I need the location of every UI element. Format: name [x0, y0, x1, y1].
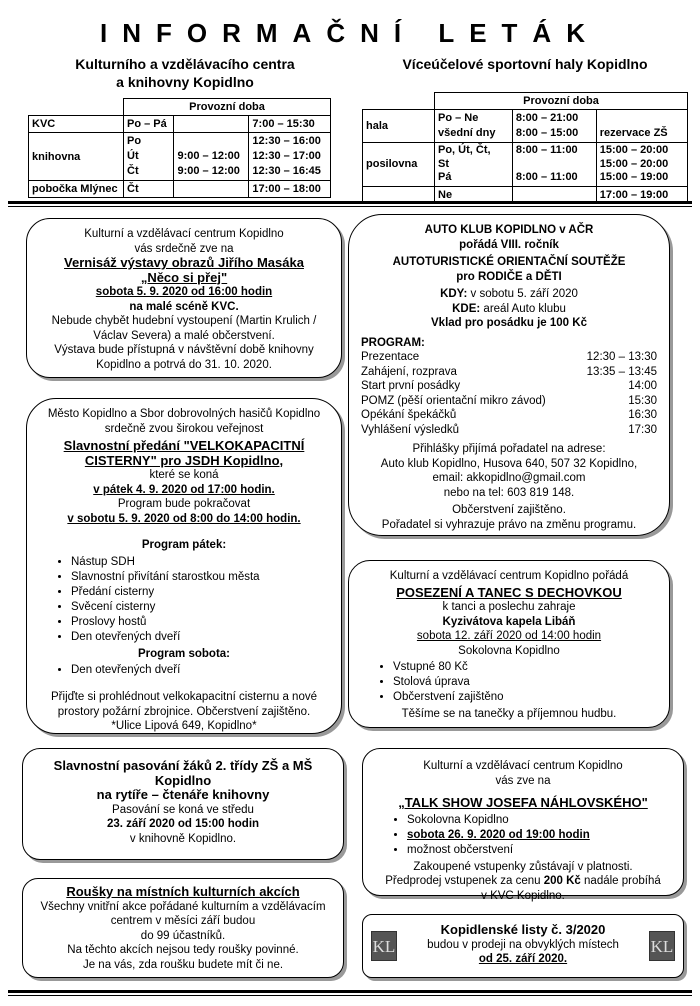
- event-title: Slavnostní předání "VELKOKAPACITNÍ: [63, 438, 305, 453]
- text-line: vás srdečně zve na: [134, 242, 234, 255]
- text-line: vás zve na: [495, 774, 551, 787]
- event-title: „TALK SHOW JOSEFA NÁHLOVSKÉHO": [398, 795, 648, 810]
- program-row: [355, 350, 663, 365]
- text-line: Všechny vnitřní akce pořádané kulturním a vzdělávacím: [40, 900, 326, 913]
- left-header-line: a knihovny Kopidlno: [116, 74, 254, 90]
- text-line: nebo na tel: 603 819 148.: [443, 486, 575, 499]
- row-label: pobočka Mlýnec: [29, 181, 124, 198]
- text-line: budou v prodeji na obvyklých místech: [427, 938, 619, 951]
- text-line: email: akkopidlno@gmail.com: [432, 472, 586, 484]
- text-line: k tanci a poslechu zahraje: [442, 601, 576, 613]
- text-line: Zakoupené vstupenky zůstávají v platnosti.: [413, 860, 633, 873]
- time-cell: 7:00 – 15:30: [249, 116, 331, 133]
- program-row: [355, 408, 663, 423]
- text-line: pořádá VIII. ročník: [459, 238, 559, 251]
- kde-value: areál Auto klubu: [483, 302, 566, 315]
- text-line: Je na vás, zda roušku budete mít či ne.: [82, 958, 284, 971]
- row-label: KVC: [29, 116, 124, 133]
- text-line: centrem v měsíci září budou: [110, 915, 256, 927]
- time-cell: 12:30 – 16:45: [252, 165, 321, 177]
- list-item: • možnost občerstvení: [407, 843, 677, 858]
- kl-logo-right: KL: [649, 931, 675, 961]
- program-label: PROGRAM:: [361, 336, 425, 349]
- event-title: Slavnostní pasování žáků 2. třídy ZŠ a MŠ: [53, 758, 313, 773]
- event-date: od 25. září 2020.: [478, 953, 568, 965]
- day-cell: Út: [127, 150, 139, 162]
- price: 200 Kč: [543, 875, 581, 887]
- event-date: 23. září 2020 od 15:00 hodin: [106, 818, 260, 830]
- kdy-value: v sobotu 5. září 2020: [470, 288, 578, 300]
- table-heading: Provozní doba: [124, 99, 331, 116]
- event-title: AUTOTURISTICKÉ ORIENTAČNÍ SOUTĚŽE: [392, 256, 626, 268]
- time-cell: 9:00 – 12:00: [177, 165, 240, 177]
- program-row: [355, 394, 663, 409]
- list-item: • Svěcení cisterny: [71, 600, 335, 615]
- note-cell: rezervace ZŠ: [599, 127, 668, 139]
- text-line: Auto klub Kopidlno, Husova 640, 507 32 Kopidlno,: [380, 457, 638, 470]
- divider-top: [8, 201, 692, 204]
- day-cell: Čt: [127, 165, 139, 177]
- event-subtitle: pro RODIČE a DĚTI: [456, 270, 562, 283]
- list-item: • Nástup SDH: [71, 555, 335, 570]
- vernisaz-box: [26, 218, 342, 378]
- text-line: Kopidlno a potrvá do 31. 10. 2020.: [96, 358, 272, 371]
- text-part: nadále probíhá: [580, 875, 661, 887]
- list-item: • Proslovy hostů: [71, 615, 335, 630]
- time-cell: 8:00 – 11:00: [515, 171, 578, 183]
- right-header: Víceúčelové sportovní haly Kopidlno: [402, 56, 648, 72]
- kde-label: KDE:: [452, 302, 481, 315]
- event-place: na malé scéně KVC.: [129, 300, 239, 313]
- rousky-box: [22, 878, 344, 978]
- row-label: hala: [363, 110, 435, 143]
- text-line: Na těchto akcích nejsou tedy roušky povinné.: [67, 944, 299, 956]
- day-cell: Po: [127, 135, 142, 147]
- day-cell: Po – Ne: [438, 112, 479, 124]
- event-subtitle: „Něco si přej": [140, 269, 228, 285]
- time-cell: 9:00 – 12:00: [177, 150, 240, 162]
- event-date: sobota 12. září 2020 od 14:00 hodin: [416, 630, 602, 642]
- program-time: 17:30: [628, 423, 657, 436]
- program-list: [355, 350, 663, 437]
- time-cell: 15:00 – 19:00: [599, 171, 669, 183]
- day-cell: všední dny: [438, 127, 496, 139]
- kl-logo-left: KL: [371, 931, 397, 961]
- info-list: [355, 660, 663, 705]
- dechovka-box: [348, 560, 670, 728]
- text-line: Občerstvení zajištěno.: [452, 504, 566, 516]
- time-cell: 12:30 – 16:00: [252, 135, 321, 147]
- program-time: 15:30: [628, 394, 657, 407]
- program-label: Program pátek:: [141, 539, 227, 551]
- text-line: v KVC Kopidlno.: [481, 889, 565, 902]
- text-line: Kulturní a vzdělávací centrum Kopidlno: [84, 228, 284, 240]
- program-item: Opékání špekáčků: [361, 409, 457, 421]
- left-header: [40, 55, 330, 91]
- text-line: srdečně zvou širokou veřejnost: [104, 422, 264, 435]
- event-title: Kopidlno: [154, 772, 212, 788]
- day-cell: Po – Pá: [124, 116, 174, 133]
- time-cell: 8:00 – 21:00: [515, 112, 579, 124]
- text-line: Kulturní a vzdělávací centrum Kopidlno: [423, 760, 623, 772]
- time-cell: 15:00 – 20:00: [599, 144, 669, 156]
- program-time: 12:30 – 13:30: [586, 351, 657, 363]
- day-cell: St: [438, 157, 449, 170]
- list-item: • Sokolovna Kopidlno: [407, 813, 677, 828]
- time-cell: 15:00 – 20:00: [599, 157, 669, 170]
- time-cell: 8:00 – 15:00: [515, 127, 579, 139]
- table-heading: Provozní doba: [435, 93, 688, 110]
- band-name: Kyzivátova kapela Libáň: [442, 615, 576, 628]
- event-subtitle: na rytíře – čtenáře knihovny: [96, 787, 270, 802]
- program-item: Start první posádky: [361, 380, 461, 392]
- presale-line: [369, 874, 677, 889]
- cisterna-box: [26, 398, 342, 734]
- time-cell: 12:30 – 17:00: [252, 150, 321, 162]
- text-line: do 99 účastníků.: [140, 929, 226, 942]
- event-date: v pátek 4. 9. 2020 od 17:00 hodin.: [93, 483, 275, 496]
- program-time: 13:35 – 13:45: [586, 365, 657, 378]
- list-item: • Předání cisterny: [71, 585, 335, 600]
- list-item: • sobota 26. 9. 2020 od 19:00 hodin: [407, 828, 677, 843]
- divider-bottom-thin: [8, 995, 692, 996]
- list-item: • Den otevřených dveří: [71, 663, 335, 678]
- program-list: [33, 555, 335, 645]
- text-line: *Ulice Lipová 649, Kopidlno*: [111, 720, 257, 732]
- text-line: Město Kopidlno a Sbor dobrovolných hasičů Kopidlno: [47, 408, 321, 420]
- text-line: Václav Severa) a malé občerstvení.: [93, 329, 275, 342]
- left-hours-table: [28, 98, 331, 198]
- autoklub-box: [348, 214, 670, 536]
- row-label: knihovna: [29, 133, 124, 181]
- event-place: Sokolovna Kopidlno: [458, 644, 560, 657]
- info-list: [369, 813, 677, 858]
- program-time: 16:30: [628, 409, 657, 421]
- list-item: • Občerstvení zajištěno: [393, 690, 663, 705]
- event-date: v sobotu 5. 9. 2020 od 8:00 do 14:00 hodin.: [67, 512, 301, 525]
- kde-line: [355, 302, 663, 317]
- kdy-label: KDY:: [440, 288, 468, 300]
- text-line: prostory požární zbrojnice. Občerstvení zajištěno.: [57, 705, 311, 718]
- time-cell: 8:00 – 11:00: [515, 144, 578, 156]
- event-title: Kopidlenské listy č. 3/2020: [440, 922, 606, 937]
- event-title: POSEZENÍ A TANEC S DECHOVKOU: [396, 584, 622, 600]
- day-cell: Pá: [438, 171, 452, 183]
- event-place: v knihovně Kopidlno.: [129, 832, 237, 845]
- text-line: Nebude chybět hudební vystoupení (Martin Krulich /: [51, 315, 317, 327]
- list-item: • Den otevřených dveří: [71, 630, 335, 645]
- text-line: Výstava bude přístupná v návštěvní době knihovny: [54, 344, 314, 356]
- row-label: posilovna: [363, 143, 435, 187]
- pasovani-box: [22, 748, 344, 860]
- text-line: Pořadatel si vyhrazuje právo na změnu programu.: [381, 518, 637, 531]
- list-item: • Slavnostní přivítání starostkou města: [71, 570, 335, 585]
- text-line: Program bude pokračovat: [117, 498, 251, 510]
- text-line: Kulturní a vzdělávací centrum Kopidlno pořádá: [389, 570, 629, 582]
- text-line: AUTO KLUB KOPIDLNO v AČR: [424, 224, 594, 236]
- program-row: [355, 423, 663, 438]
- program-item: POMZ (pěší orientační mikro závod): [361, 394, 546, 407]
- text-line: Přihlášky přijímá pořadatel na adrese:: [412, 443, 606, 455]
- list-item: • Stolová úprava: [393, 675, 663, 690]
- event-title: CISTERNY" pro JSDH Kopidlno,: [84, 452, 284, 468]
- listy-box: [362, 914, 684, 978]
- divider-top-thin: [8, 206, 692, 207]
- event-title: Vernisáž výstavy obrazů Jiřího Masáka: [64, 255, 304, 270]
- day-cell: Ne: [435, 186, 513, 203]
- text-line: Těšíme se na tanečky a příjemnou hudbu.: [401, 708, 617, 720]
- day-cell: Čt: [124, 181, 174, 198]
- event-date: sobota 5. 9. 2020 od 16:00 hodin: [95, 286, 273, 298]
- program-list: [33, 663, 335, 678]
- right-hours-table: [362, 92, 688, 204]
- talkshow-box: [362, 748, 684, 902]
- kdy-line: [355, 287, 663, 302]
- day-cell: Po, Út, Čt,: [438, 144, 491, 156]
- page-title: INFORMAČNÍ LETÁK: [100, 18, 600, 48]
- text-line: které se koná: [149, 469, 219, 481]
- program-item: Prezentace: [361, 351, 420, 363]
- divider-bottom: [8, 990, 692, 993]
- program-row: [355, 365, 663, 380]
- program-item: Zahájení, rozprava: [361, 365, 457, 378]
- event-title: Roušky na místních kulturních akcích: [66, 884, 300, 899]
- text-line: Pasování se koná ve středu: [112, 803, 254, 816]
- list-item: • Vstupné 80 Kč: [393, 660, 663, 675]
- program-item: Vyhlášení výsledků: [361, 423, 460, 436]
- program-label: Program sobota:: [137, 647, 230, 660]
- vklad: Vklad pro posádku je 100 Kč: [431, 317, 587, 329]
- program-time: 14:00: [628, 380, 657, 392]
- left-header-line: Kulturního a vzdělávacího centra: [75, 56, 295, 72]
- text-part: Předprodej vstupenek za cenu: [385, 875, 544, 887]
- time-cell: 17:00 – 19:00: [596, 186, 687, 203]
- text-line: Přijďte si prohlédnout velkokapacitní cisternu a nové: [51, 691, 317, 703]
- program-row: [355, 379, 663, 394]
- time-cell: 17:00 – 18:00: [249, 181, 331, 198]
